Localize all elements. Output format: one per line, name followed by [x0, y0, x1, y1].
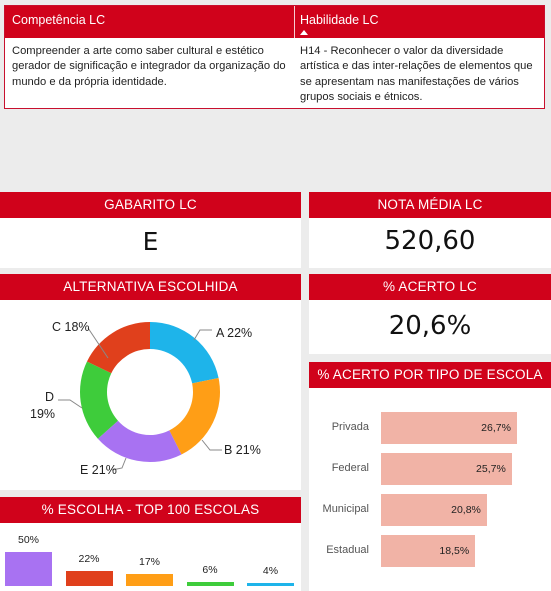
bar-value-label: 18,5% [439, 545, 470, 557]
sort-ascending-icon[interactable] [300, 30, 308, 35]
donut-chart [0, 274, 301, 490]
donut-label-d: D [45, 390, 55, 404]
bar-value-label: 25,7% [476, 463, 506, 475]
column-header-competencia[interactable]: Competência LC [12, 13, 106, 27]
donut-label-a: A 22% [216, 326, 253, 340]
table-cell-habilidade: H14 - Reconhecer o valor da diversidade artística e das inter-relações de elementos que se apresentam nas manifestações de vários grupos sociais e étnicos. [300, 45, 533, 103]
acerto-value: 20,6% [388, 311, 472, 341]
competencia-habilidade-table [4, 5, 545, 109]
donut-slice-b[interactable] [169, 378, 220, 455]
acerto-card [309, 274, 551, 354]
acerto-tipo-card [309, 362, 551, 591]
top100-value-label: 50% [17, 534, 39, 546]
donut-slice-a[interactable] [150, 322, 219, 383]
donut-label-d-value: 19% [30, 407, 56, 421]
top100-bar-a[interactable] [247, 583, 294, 586]
donut-slice-c[interactable] [87, 322, 150, 373]
leader-line-a [194, 330, 212, 340]
alternativa-card [0, 274, 301, 490]
top100-bar-e[interactable] [5, 552, 52, 586]
column-divider [294, 6, 295, 38]
top100-bar-d[interactable] [187, 582, 234, 586]
table-cell-competencia: Compreender a arte como saber cultural e estético gerador de significação e integrador da organização do mundo e da própria identidade. [12, 45, 286, 88]
table-header [5, 6, 544, 38]
top100-bar-b[interactable] [126, 574, 173, 586]
top100-bar-c[interactable] [66, 571, 113, 586]
acerto-tipo-title: % ACERTO POR TIPO DE ESCOLA [309, 362, 551, 388]
top100-value-label: 6% [202, 563, 218, 576]
bar-category-label: Federal [331, 462, 369, 474]
bar-category-label: Privada [331, 421, 369, 433]
alternativa-title: ALTERNATIVA ESCOLHIDA [0, 274, 301, 300]
gabarito-card [0, 192, 301, 268]
acerto-title: % ACERTO LC [309, 274, 551, 300]
top100-value-label: 4% [262, 565, 279, 577]
top100-title: % ESCOLHA - TOP 100 ESCOLAS [0, 497, 301, 523]
donut-label-c: C 18% [52, 320, 90, 334]
donut-label-e: E 21% [80, 463, 117, 477]
nota-media-value: 520,60 [384, 226, 476, 256]
top100-value-label: 17% [138, 556, 160, 569]
gabarito-title: GABARITO LC [0, 192, 301, 218]
gabarito-value: E [142, 227, 159, 256]
column-header-habilidade[interactable]: Habilidade LC [300, 13, 379, 27]
nota-media-card [309, 192, 551, 268]
top100-card [0, 497, 301, 591]
bar-value-label: 20,8% [451, 504, 481, 516]
bar-category-label: Municipal [322, 503, 369, 515]
donut-label-b: B 21% [224, 443, 261, 457]
top100-value-label: 22% [78, 553, 100, 566]
bar-value-label: 26,7% [481, 422, 511, 434]
leader-line-b [202, 440, 222, 450]
nota-media-title: NOTA MÉDIA LC [309, 192, 551, 218]
bar-category-label: Estadual [326, 544, 369, 556]
leader-line-d [58, 400, 82, 408]
